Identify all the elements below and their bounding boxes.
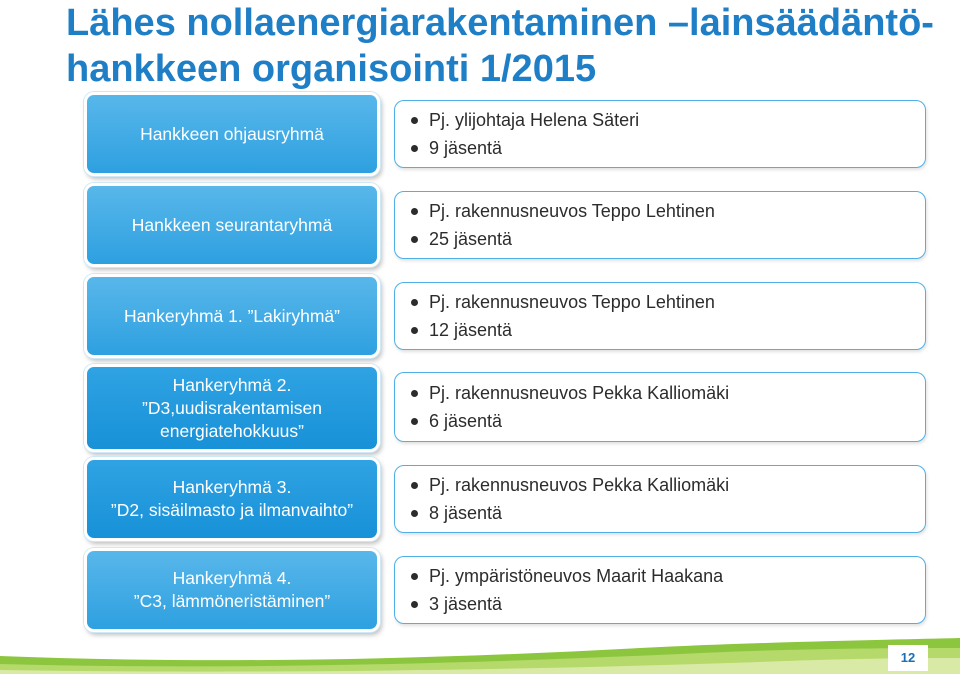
details-box-steering <box>394 100 926 168</box>
detail-chair: Pj. ylijohtaja Helena Säteri <box>409 106 925 134</box>
group-label: Hankeryhmä 2. <box>172 374 292 395</box>
detail-chair: Pj. rakennusneuvos Teppo Lehtinen <box>409 288 925 316</box>
group-label: Hankeryhmä 3. <box>172 477 292 497</box>
group-box-steering <box>84 92 380 176</box>
group-label: Hankkeen ohjausryhmä <box>140 123 324 144</box>
detail-members: 9 jäsentä <box>409 134 925 162</box>
group-label: ”D3,uudisrakentamisen <box>142 397 322 418</box>
detail-chair: Pj. rakennusneuvos Teppo Lehtinen <box>409 197 925 225</box>
group-label: Hankeryhmä 4. <box>172 568 292 588</box>
group-box-project-2 <box>84 364 380 452</box>
detail-members: 6 jäsentä <box>409 407 925 435</box>
group-label: Hankeryhmä 1. ”Lakiryhmä” <box>124 305 340 326</box>
page-number: 12 <box>888 645 928 671</box>
detail-members: 3 jäsentä <box>409 590 925 618</box>
group-label: energiatehokkuus” <box>160 420 304 441</box>
group-label: Hankkeen seurantaryhmä <box>131 214 333 235</box>
group-box-project-3 <box>84 457 380 541</box>
details-box-project-1 <box>394 282 926 350</box>
detail-chair: Pj. ympäristöneuvos Maarit Haakana <box>409 562 925 590</box>
details-box-project-2 <box>394 372 926 442</box>
footer-swoosh-decoration <box>0 634 960 674</box>
details-box-project-3 <box>394 465 926 533</box>
detail-chair: Pj. rakennusneuvos Pekka Kalliomäki <box>409 471 925 499</box>
detail-chair: Pj. rakennusneuvos Pekka Kalliomäki <box>409 379 925 407</box>
details-box-project-4 <box>394 556 926 624</box>
details-box-monitoring <box>394 191 926 259</box>
group-box-monitoring <box>84 183 380 267</box>
detail-members: 8 jäsentä <box>409 499 925 527</box>
slide-title: Lähes nollaenergiarakentaminen –lainsäädäntö-hankkeen organisointi 1/2015 <box>66 2 934 90</box>
group-label: ”C3, lämmöneristäminen” <box>133 591 331 611</box>
detail-members: 25 jäsentä <box>409 225 925 253</box>
group-box-project-4 <box>84 548 380 632</box>
group-box-project-1 <box>84 274 380 358</box>
detail-members: 12 jäsentä <box>409 316 925 344</box>
group-label: ”D2, sisäilmasto ja ilmanvaihto” <box>110 500 354 520</box>
